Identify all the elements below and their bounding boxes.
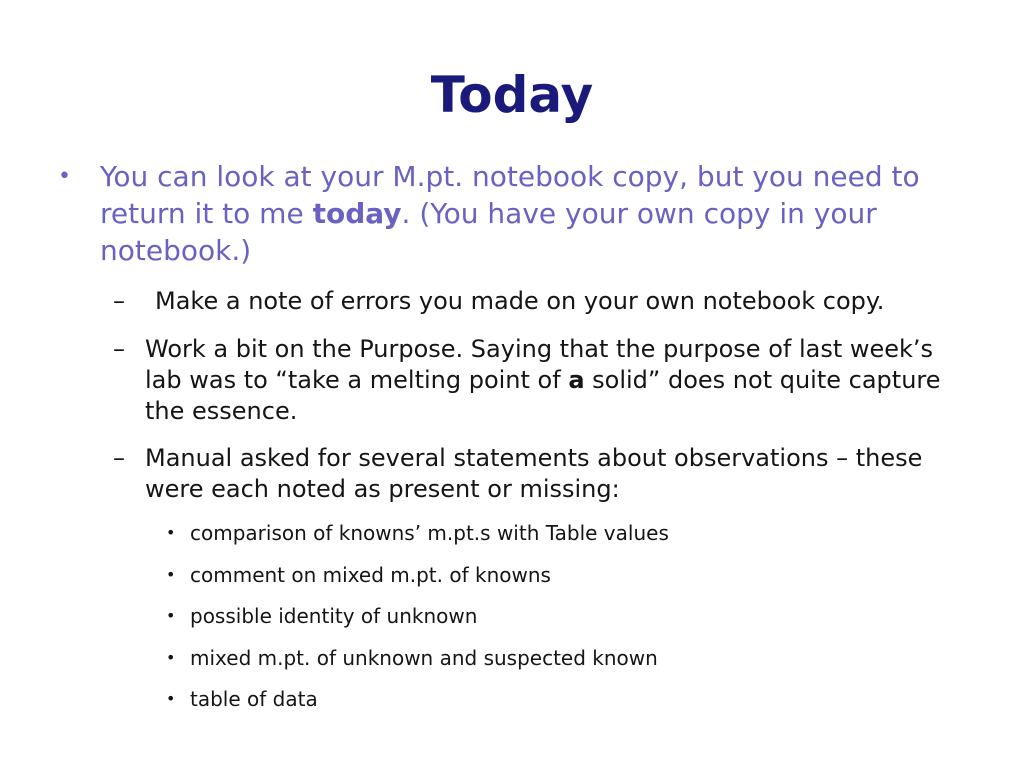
sub-bullet-text-start: Work a bit on the Purpose. Saying that the purpose of last week’s lab was to “take a melting point of (145, 335, 934, 394)
list-item-table (166, 686, 950, 712)
sub-bullet-manual (113, 443, 965, 505)
list-item-text: possible identity of unknown (190, 604, 478, 628)
list-item-mixed-knowns (166, 562, 950, 588)
list-item-identity (166, 603, 950, 629)
bullet-marker: • (166, 523, 176, 542)
dash-marker: – (113, 335, 125, 363)
bullet-marker: • (166, 648, 176, 667)
sub-bullet-text: Manual asked for several statements about observations – these were each noted as present or missing: (145, 444, 923, 503)
list-item-text: comparison of knowns’ m.pt.s with Table values (190, 521, 669, 545)
dash-marker: – (113, 287, 125, 315)
sub-bullet-purpose (113, 334, 965, 427)
slide-title: Today (430, 66, 594, 124)
bullet-marker: • (166, 565, 176, 584)
sub-bullet-text-end: solid” does not quite capture the essence. (145, 366, 941, 425)
dash-marker: – (113, 444, 125, 472)
bullet-marker: • (166, 689, 176, 708)
main-bullet (58, 158, 920, 269)
bullet-marker: • (166, 606, 176, 625)
sub-bullet-text: Make a note of errors you made on your own notebook copy. (155, 287, 885, 315)
main-bullet-text-start: You can look at your M.pt. notebook copy, but you need to return it to me (100, 160, 920, 230)
list-item-comparison (166, 520, 950, 546)
sub-bullet-errors (113, 286, 975, 317)
sub-bullet-bold: a (568, 366, 585, 394)
list-item-mixed-unknown (166, 645, 950, 671)
list-item-text: comment on mixed m.pt. of knowns (190, 563, 551, 587)
main-bullet-bold: today (312, 197, 402, 230)
list-item-text: mixed m.pt. of unknown and suspected known (190, 646, 658, 670)
list-item-text: table of data (190, 687, 318, 711)
main-bullet-text-end: . (You have your own copy in your notebook.) (100, 197, 877, 267)
bullet-marker: • (58, 164, 71, 189)
